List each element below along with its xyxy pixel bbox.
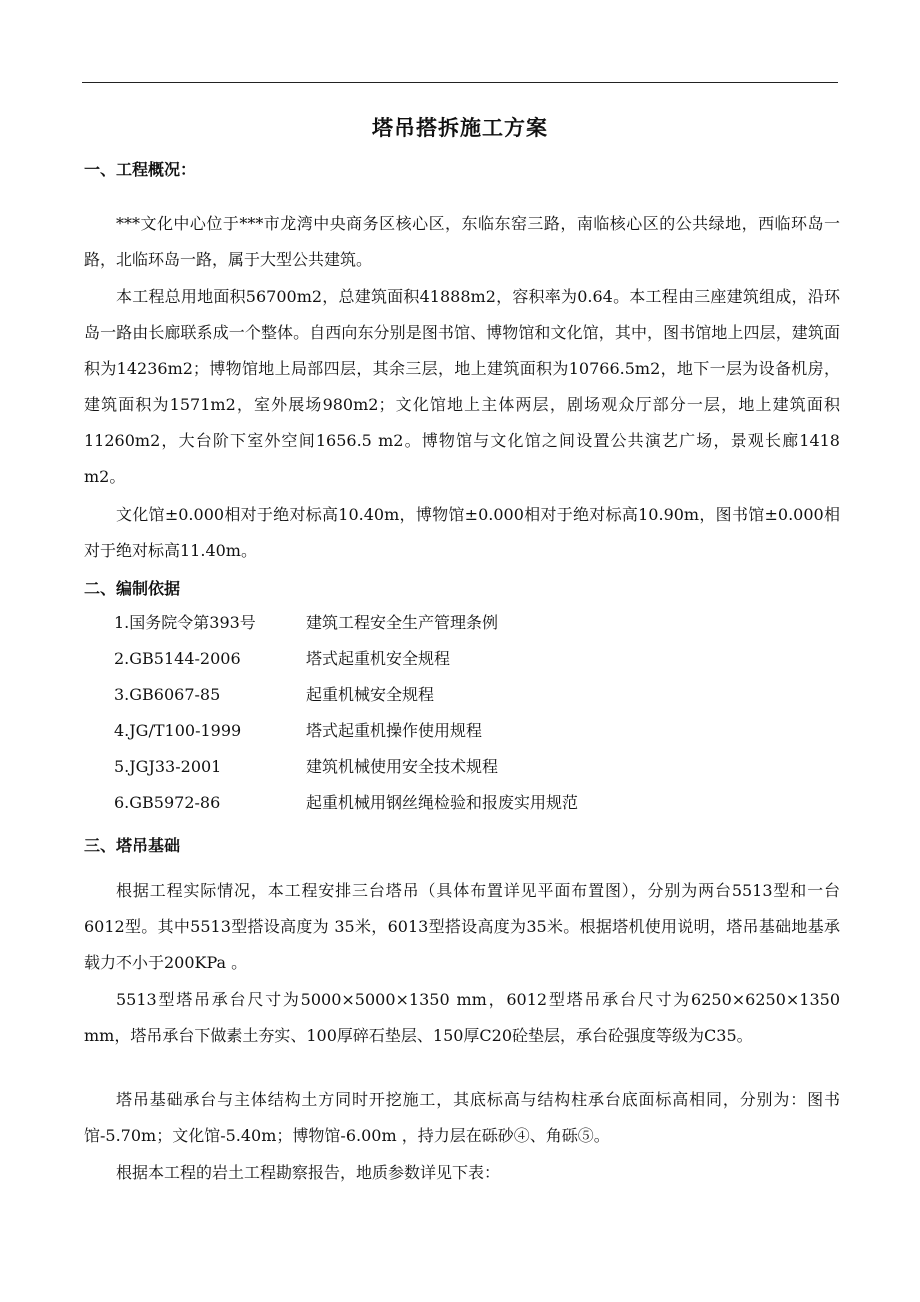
- section-heading-foundation: 三、塔吊基础: [84, 836, 181, 855]
- standard-code: 3.GB6067-85: [114, 685, 221, 704]
- standard-name: 建筑机械使用安全技术规程: [306, 757, 499, 776]
- reference-list: [114, 605, 578, 821]
- standard-name: 起重机械用钢丝绳检验和报废实用规范: [306, 793, 579, 812]
- header-rule: [82, 82, 838, 83]
- list-item: [114, 641, 578, 677]
- paragraph: 文化馆±0.000相对于绝对标高10.40m，博物馆±0.000相对于绝对标高10.90m，图书馆±0.000相对于绝对标高11.40m。: [84, 505, 840, 560]
- standard-code: 6.GB5972-86: [114, 793, 221, 812]
- paragraph: ***文化中心位于***市龙湾中央商务区核心区，东临东窑三路，南临核心区的公共绿地，西临环岛一路，北临环岛一路，属于大型公共建筑。: [84, 214, 840, 269]
- list-item: [114, 605, 578, 641]
- paragraph: 塔吊基础承台与主体结构土方同时开挖施工，其底标高与结构柱承台底面标高相同，分别为：图书馆-5.70m；文化馆-5.40m；博物馆-6.00m ，持力层在砾砂④、角砾⑤。: [84, 1090, 840, 1145]
- section-heading-overview: 一、工程概况：: [84, 160, 197, 179]
- standard-code: 1.国务院令第393号: [114, 613, 256, 632]
- paragraph: 根据工程实际情况，本工程安排三台塔吊（具体布置详见平面布置图），分别为两台5513型和一台6012型。其中5513型搭设高度为 35米，6013型搭设高度为35米。根据塔机使用说明，塔吊基础地基承载力不小于200KPa 。: [84, 881, 840, 972]
- standard-name: 塔式起重机操作使用规程: [306, 721, 483, 740]
- list-item: [114, 749, 578, 785]
- standard-code: 2.GB5144-2006: [114, 649, 241, 668]
- section-heading-basis: 二、编制依据: [84, 579, 181, 598]
- paragraph: 本工程总用地面积56700m2，总建筑面积41888m2，容积率为0.64。本工程由三座建筑组成，沿环岛一路由长廊联系成一个整体。自西向东分别是图书馆、博物馆和文化馆，其中，图书馆地上四层，建筑面积为14236m2；博物馆地上局部四层，其余三层，地上建筑面积为10766.5m2，地下一层为设备机房，建筑面积为1571m2，室外展场980m2；文化馆地上主体两层，剧场观众厅部分一层，地上建筑面积11260m2，大台阶下室外空间1656.5 m2。博物馆与文化馆之间设置公共演艺广场，景观长廊1418 m2。: [84, 287, 840, 486]
- standard-name: 建筑工程安全生产管理条例: [306, 613, 499, 632]
- list-item: [114, 713, 578, 749]
- paragraph: 5513型塔吊承台尺寸为5000×5000×1350 mm，6012型塔吊承台尺寸为6250×6250×1350 mm，塔吊承台下做素土夯实、100厚碎石垫层、150厚C20砼垫层，承台砼强度等级为C35。: [84, 990, 840, 1045]
- standard-name: 塔式起重机安全规程: [306, 649, 451, 668]
- list-item: [114, 785, 578, 821]
- standard-name: 起重机械安全规程: [306, 685, 435, 704]
- standard-code: 5.JGJ33-2001: [114, 757, 222, 776]
- list-item: [114, 677, 578, 713]
- paragraph: 根据本工程的岩土工程勘察报告，地质参数详见下表：: [116, 1163, 501, 1182]
- standard-code: 4.JG/T100-1999: [114, 721, 242, 740]
- document-title: 塔吊搭拆施工方案: [372, 116, 548, 140]
